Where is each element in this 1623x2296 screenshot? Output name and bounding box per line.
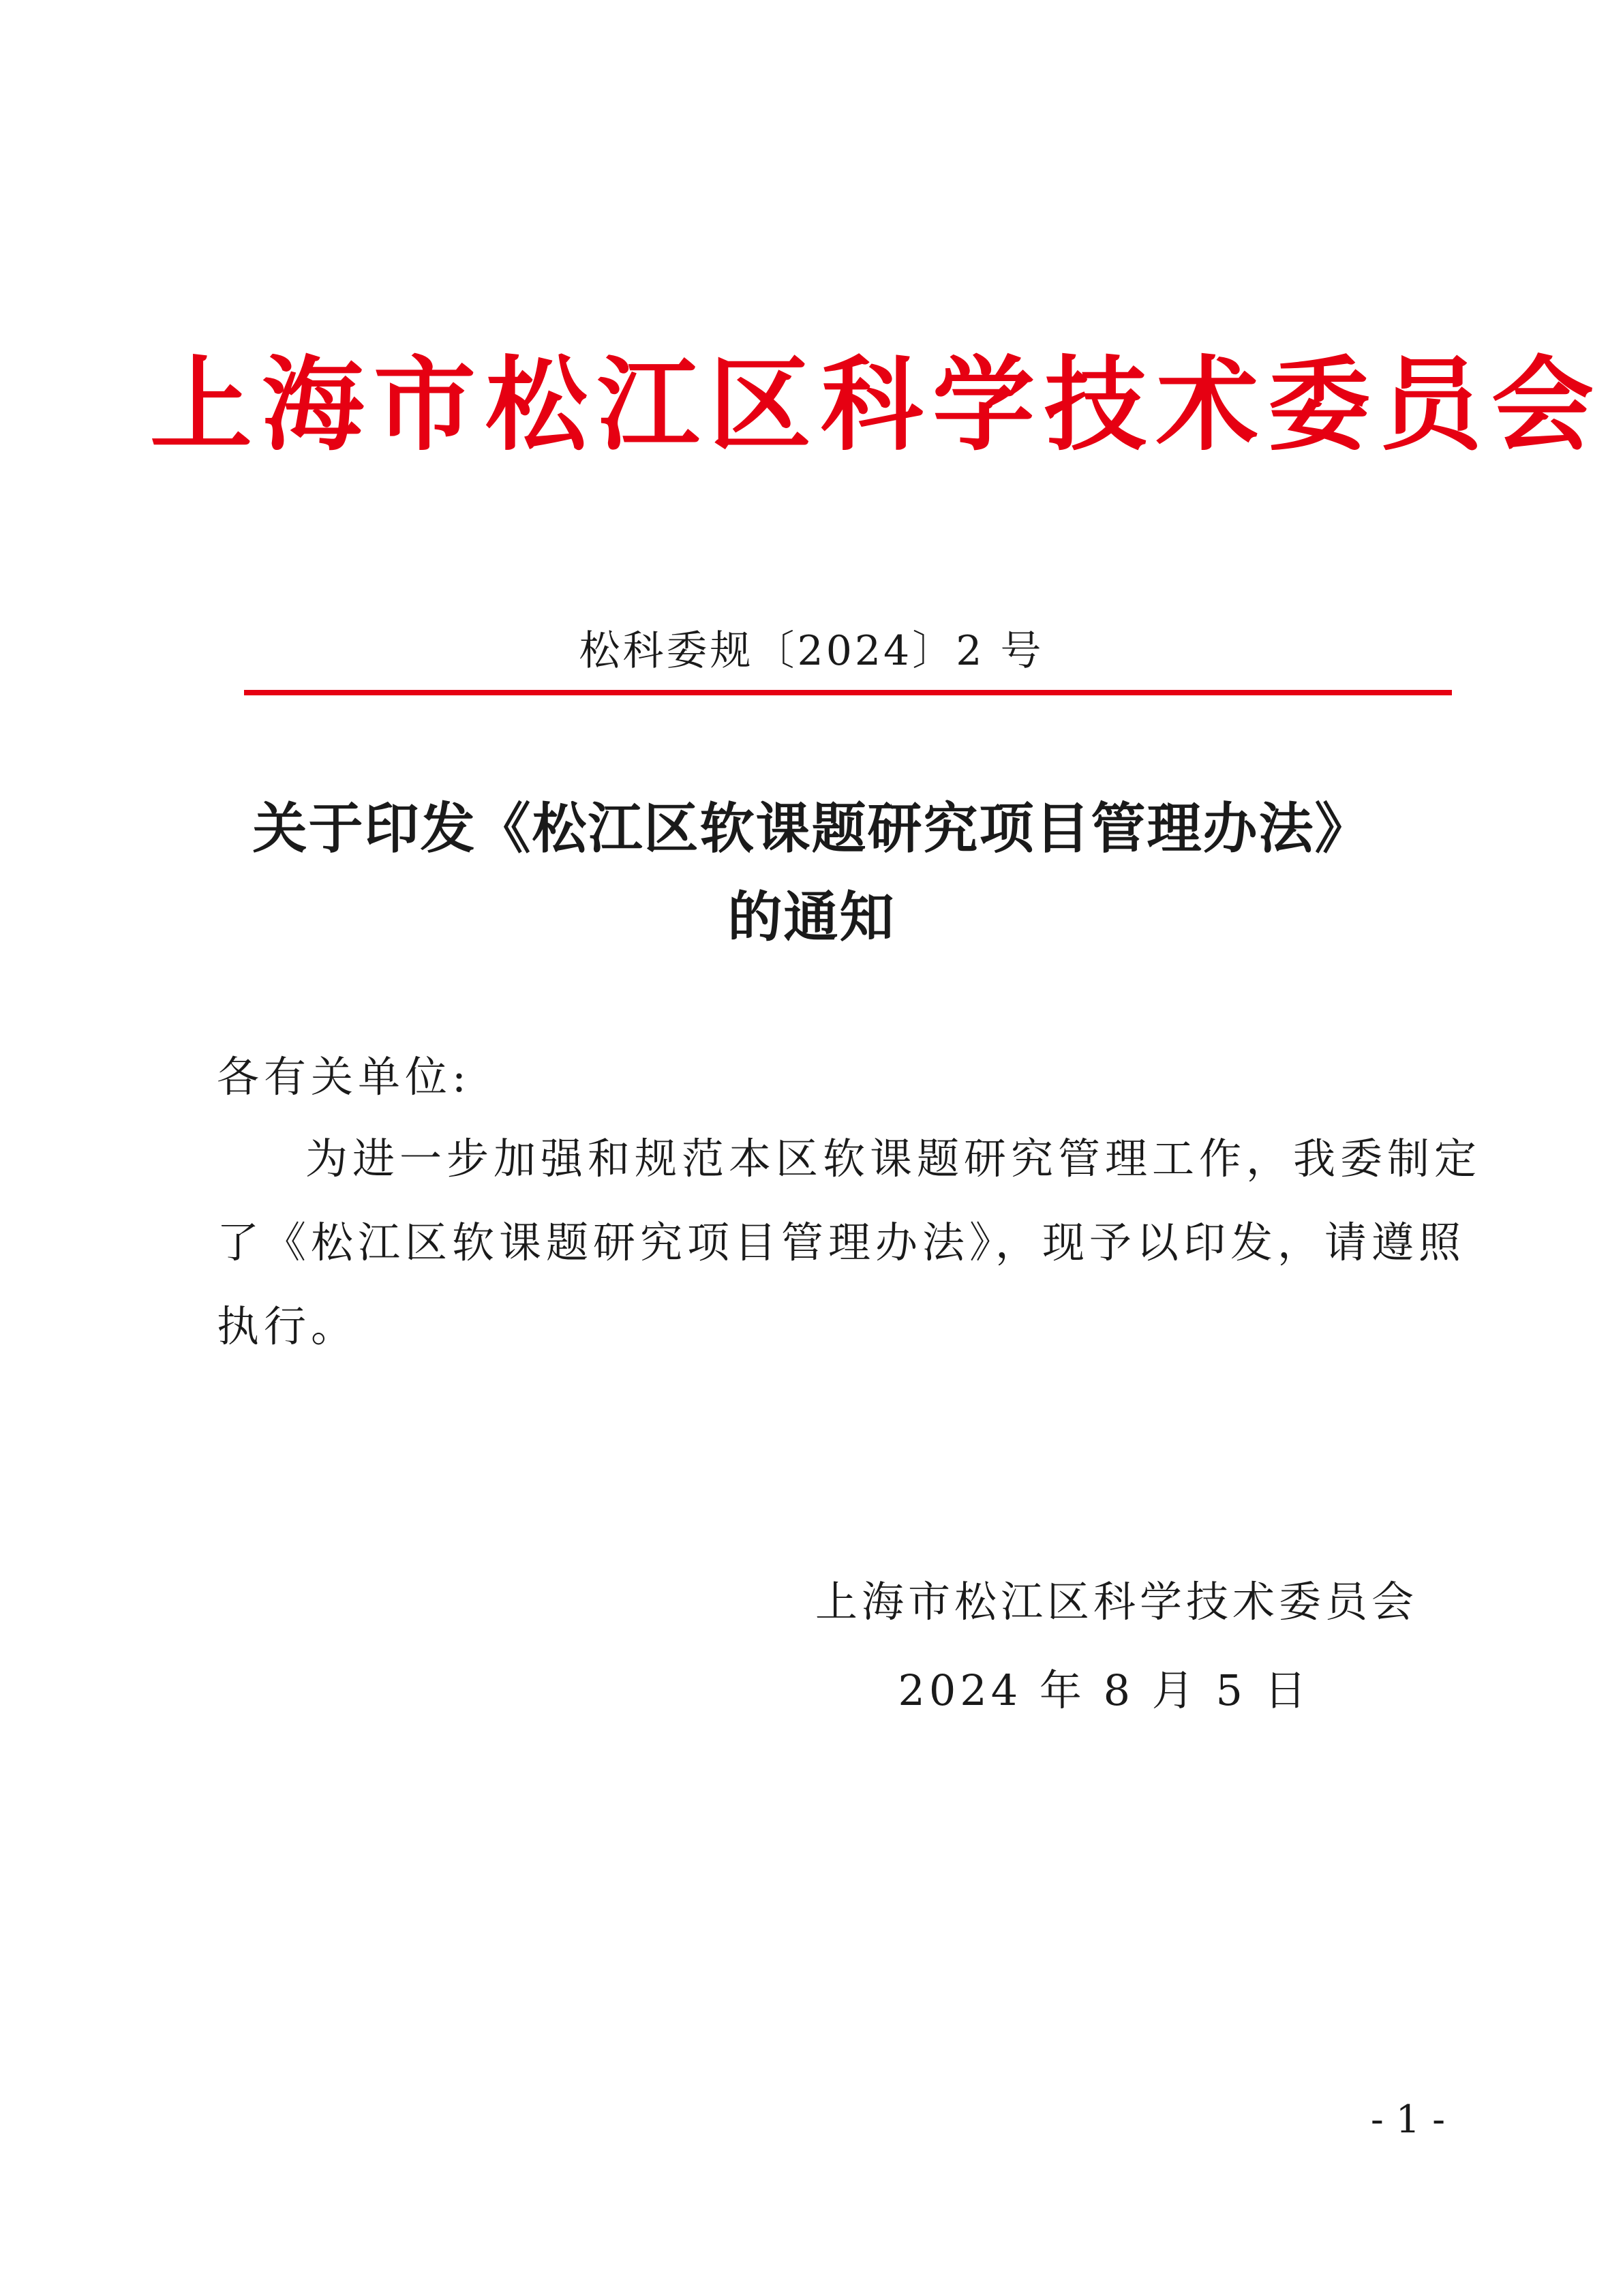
body-line-3: 执行。 <box>217 1301 359 1351</box>
masthead-title: 上海市松江区科学技术委员会 <box>150 346 1604 465</box>
notice-title-line-1: 关于印发《松江区软课题研究项目管理办法》 <box>252 796 1371 860</box>
issue-date: 2024 年 8 月 5 日 <box>898 1665 1311 1715</box>
red-divider-line <box>244 690 1452 695</box>
notice-title-line-2: 的通知 <box>727 885 896 949</box>
body-line-1: 为进一步加强和规范本区软课题研究管理工作，我委制定 <box>305 1134 1482 1183</box>
salutation: 各有关单位: <box>217 1052 471 1102</box>
page-number: - 1 - <box>1370 2098 1445 2142</box>
body-line-2: 了《松江区软课题研究项目管理办法》，现予以印发，请遵照 <box>217 1218 1466 1267</box>
document-number: 松科委规〔2024〕2 号 <box>579 627 1044 675</box>
issuer-signature: 上海市松江区科学技术委员会 <box>815 1577 1418 1627</box>
